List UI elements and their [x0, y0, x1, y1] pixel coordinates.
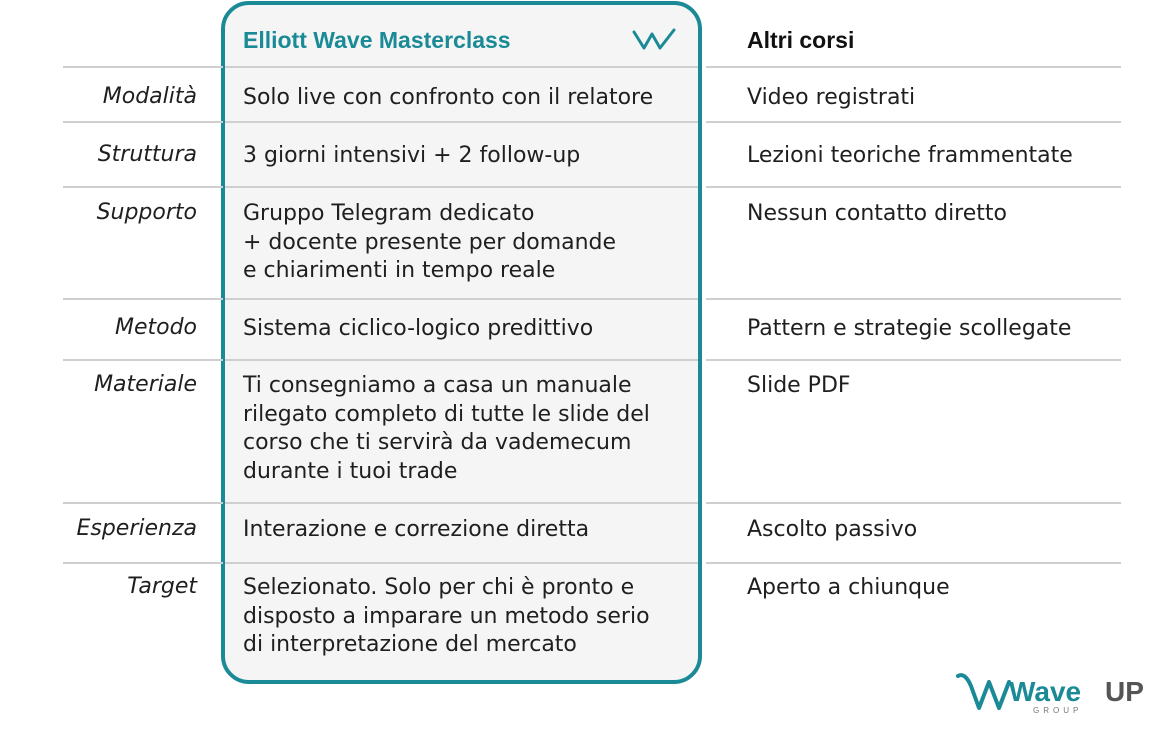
logo-wave-mark: [958, 675, 1009, 708]
logo-brand-up: UP: [1105, 676, 1144, 707]
row-divider: [63, 186, 223, 188]
waveup-logo: [955, 668, 1155, 718]
cell-other-modalita: Video registrati: [747, 85, 916, 110]
column-header-other-courses: Altri corsi: [747, 27, 855, 53]
cell-other-supporto: Nessun contatto diretto: [747, 201, 1007, 226]
cell-masterclass-modalita: Solo live con confronto con il relatore: [243, 85, 654, 110]
row-label-esperienza: Esperienza: [76, 516, 197, 541]
cell-other-materiale: Slide PDF: [747, 373, 851, 398]
cell-masterclass-materiale: Ti consegniamo a casa un manuale rilegato completo di tutte le slide del corso che ti servirà da vademecum durante i tuoi trade: [243, 373, 650, 485]
row-divider: [63, 359, 223, 361]
cell-masterclass-metodo: Sistema ciclico-logico predittivo: [243, 316, 594, 341]
cell-other-struttura: Lezioni teoriche frammentate: [747, 143, 1073, 168]
cell-masterclass-struttura: 3 giorni intensivi + 2 follow-up: [243, 143, 581, 168]
row-label-modalita: Modalità: [102, 84, 197, 109]
column-header-masterclass: Elliott Wave Masterclass: [243, 27, 511, 53]
wave-icon: [632, 26, 678, 54]
logo-brand-wave: Wave: [1009, 676, 1082, 707]
row-label-struttura: Struttura: [97, 142, 197, 167]
row-divider: [706, 359, 1121, 361]
cell-masterclass-esperienza: Interazione e correzione diretta: [243, 517, 590, 542]
row-divider: [706, 562, 1121, 564]
row-label-materiale: Materiale: [94, 372, 197, 397]
row-divider: [225, 502, 698, 504]
cell-other-esperienza: Ascolto passivo: [747, 517, 918, 542]
row-divider: [225, 562, 698, 564]
row-divider: [225, 66, 698, 68]
row-label-metodo: Metodo: [114, 315, 197, 340]
cell-other-metodo: Pattern e strategie scollegate: [747, 316, 1072, 341]
row-divider: [63, 562, 223, 564]
cell-other-target: Aperto a chiunque: [747, 575, 950, 600]
row-divider: [63, 121, 223, 123]
row-divider: [63, 66, 223, 68]
cell-masterclass-supporto: Gruppo Telegram dedicato + docente presente per domande e chiarimenti in tempo reale: [243, 201, 617, 284]
row-divider: [706, 186, 1121, 188]
logo-tagline: GROUP: [1033, 706, 1083, 715]
row-divider: [706, 66, 1121, 68]
row-divider: [225, 298, 698, 300]
row-divider: [706, 121, 1121, 123]
row-divider: [706, 298, 1121, 300]
cell-masterclass-target: Selezionato. Solo per chi è pronto e disposto a imparare un metodo serio di interpretazione del mercato: [243, 575, 650, 658]
row-divider: [706, 502, 1121, 504]
row-divider: [63, 502, 223, 504]
row-divider: [225, 359, 698, 361]
row-divider: [225, 186, 698, 188]
row-label-target: Target: [127, 574, 197, 599]
row-divider: [63, 298, 223, 300]
row-label-supporto: Supporto: [96, 200, 197, 225]
row-divider: [225, 121, 698, 123]
